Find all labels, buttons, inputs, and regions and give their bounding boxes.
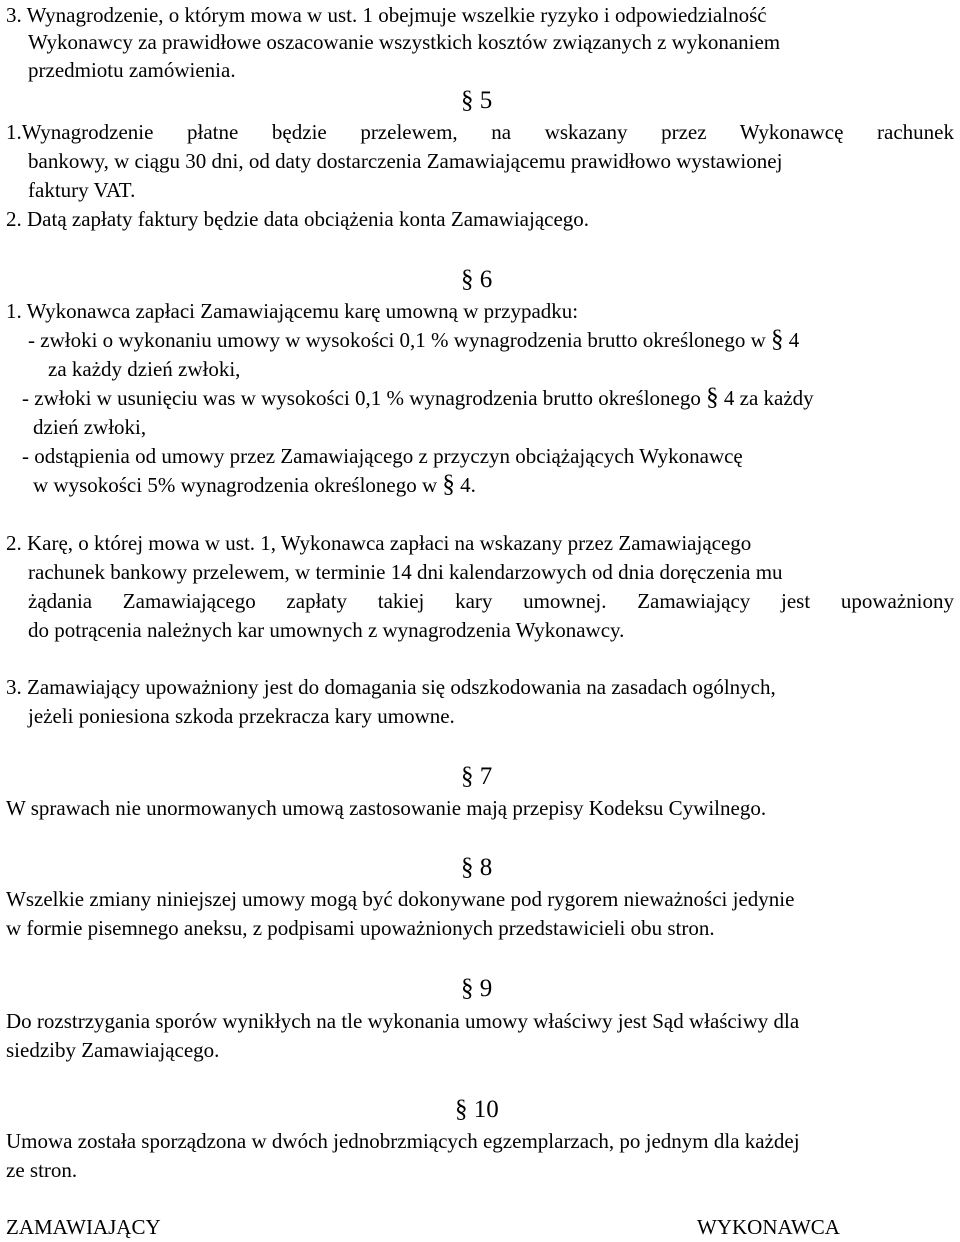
paragraph-line: Umowa została sporządzona w dwóch jednobrzmiących egzemplarzach, po jednym dla każdej <box>6 1129 800 1153</box>
paragraph-line: W sprawach nie unormowanych umową zastosowanie mają przepisy Kodeksu Cywilnego. <box>6 796 767 820</box>
paragraph-line: 1.Wynagrodzenie płatne będzie przelewem, na wskazany przez Wykonawcę rachunek <box>6 120 954 144</box>
paragraph-line: 3. Wynagrodzenie, o którym mowa w ust. 1 obejmuje wszelkie ryzyko i odpowiedzialność <box>6 3 767 27</box>
signature-label-right: WYKONAWCA <box>697 1215 840 1239</box>
paragraph-line: do potrącenia należnych kar umownych z wynagrodzenia Wykonawcy. <box>28 618 625 642</box>
paragraph-line: 2. Datą zapłaty faktury będzie data obciążenia konta Zamawiającego. <box>6 207 590 231</box>
section-sign: § <box>771 326 784 353</box>
section-number: 6 <box>479 266 493 293</box>
section-number: 10 <box>473 1096 499 1123</box>
paragraph-line: w formie pisemnego aneksu, z podpisami upoważnionych przedstawicieli obu stron. <box>6 916 715 940</box>
paragraph-line: bankowy, w ciągu 30 dni, od daty dostarczenia Zamawiającemu prawidłowo wystawionej <box>28 149 783 173</box>
section-heading-9 <box>461 974 492 1004</box>
list-item-text: - zwłoki o wykonaniu umowy w wysokości 0,1 % wynagrodzenia brutto określonego w <box>28 328 766 352</box>
paragraph-line: żądania Zamawiającego zapłaty takiej kary umownej. Zamawiający jest upoważniony <box>28 589 954 613</box>
section-reference: 4 <box>788 328 800 352</box>
paragraph-line: siedziby Zamawiającego. <box>6 1038 220 1062</box>
list-item-text: - zwłoki w usunięciu was w wysokości 0,1 % wynagrodzenia brutto określonego <box>22 386 701 410</box>
section-heading-5 <box>461 86 492 116</box>
section-sign: § <box>461 87 474 114</box>
paragraph-line: rachunek bankowy przelewem, w terminie 14 dni kalendarzowych od dnia doręczenia mu <box>28 560 783 584</box>
signature-label-left: ZAMAWIAJĄCY <box>6 1215 161 1239</box>
paragraph-line: 1. Wykonawca zapłaci Zamawiającemu karę umowną w przypadku: <box>6 299 579 323</box>
list-item-line <box>33 470 476 500</box>
section-heading-6 <box>461 265 492 295</box>
section-sign: § <box>461 266 474 293</box>
section-heading-10 <box>455 1095 499 1125</box>
section-heading-8 <box>461 853 492 883</box>
section-number: 8 <box>479 854 493 881</box>
section-sign: § <box>461 975 474 1002</box>
paragraph-line: 2. Karę, o której mowa w ust. 1, Wykonawca zapłaci na wskazany przez Zamawiającego <box>6 531 752 555</box>
section-number: 7 <box>479 763 493 790</box>
section-reference: 4 za każdy <box>723 386 814 410</box>
paragraph-line: faktury VAT. <box>28 178 136 202</box>
section-sign: § <box>442 471 455 498</box>
list-item-line <box>22 383 814 413</box>
list-item-line: za każdy dzień zwłoki, <box>48 357 241 381</box>
section-sign: § <box>455 1096 468 1123</box>
paragraph-line: jeżeli poniesiona szkoda przekracza kary umowne. <box>28 704 455 728</box>
paragraph-line: Wykonawcy za prawidłowe oszacowanie wszystkich kosztów związanych z wykonaniem <box>28 30 781 54</box>
section-number: 9 <box>479 975 493 1002</box>
section-number: 5 <box>479 87 493 114</box>
section-heading-7 <box>461 762 492 792</box>
paragraph-line: Wszelkie zmiany niniejszej umowy mogą być dokonywane pod rygorem nieważności jedynie <box>6 887 795 911</box>
list-item-text: w wysokości 5% wynagrodzenia określonego w <box>33 473 438 497</box>
section-sign: § <box>706 384 719 411</box>
paragraph-line: Do rozstrzygania sporów wynikłych na tle wykonania umowy właściwy jest Sąd właściwy dla <box>6 1009 800 1033</box>
section-sign: § <box>461 763 474 790</box>
list-item-line <box>28 325 799 355</box>
paragraph-line: przedmiotu zamówienia. <box>28 58 236 82</box>
section-reference: 4. <box>460 473 476 497</box>
section-sign: § <box>461 854 474 881</box>
list-item-line: - odstąpienia od umowy przez Zamawiającego z przyczyn obciążających Wykonawcę <box>22 444 743 468</box>
list-item-line: dzień zwłoki, <box>33 415 147 439</box>
paragraph-line: 3. Zamawiający upoważniony jest do domagania się odszkodowania na zasadach ogólnych, <box>6 675 776 699</box>
paragraph-line: ze stron. <box>6 1158 78 1182</box>
